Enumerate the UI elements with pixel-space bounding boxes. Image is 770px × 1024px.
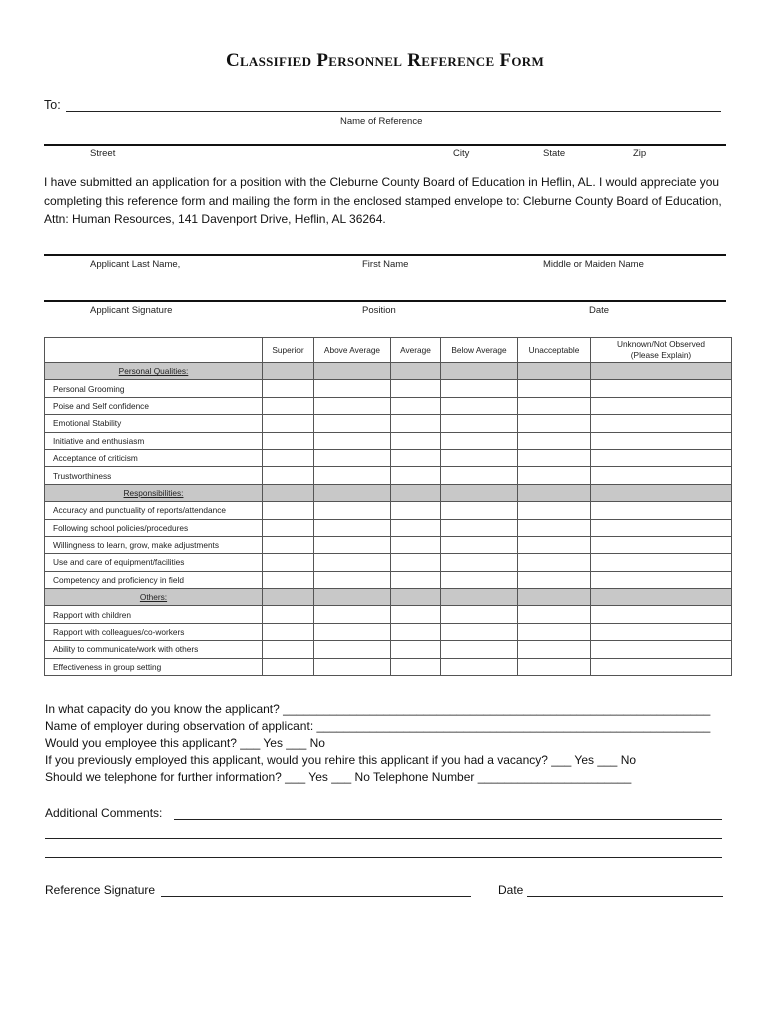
- section-cell: [263, 589, 314, 606]
- column-header-superior: Superior: [263, 338, 314, 363]
- rating-row: [45, 380, 732, 397]
- rating-row: [45, 571, 732, 588]
- rating-item-label: Personal Grooming: [45, 380, 263, 397]
- rating-item-label: Accuracy and punctuality of reports/attendance: [45, 502, 263, 519]
- rating-cell[interactable]: [441, 397, 518, 414]
- rating-cell[interactable]: [391, 415, 441, 432]
- rating-header-row: [45, 338, 732, 363]
- rating-cell[interactable]: [591, 519, 732, 536]
- section-cell: [518, 589, 591, 606]
- rating-row: [45, 606, 732, 623]
- question-telephone: Should we telephone for further information? ___ Yes ___ No Telephone Number _______________________: [45, 770, 632, 784]
- rating-row: [45, 641, 732, 658]
- rating-cell[interactable]: [591, 623, 732, 640]
- additional-comments-label: Additional Comments:: [45, 806, 163, 820]
- rating-cell[interactable]: [391, 519, 441, 536]
- to-field[interactable]: [66, 111, 721, 112]
- rating-cell[interactable]: [263, 502, 314, 519]
- section-cell: [391, 484, 441, 501]
- section-cell: [591, 589, 732, 606]
- section-row: [45, 589, 732, 606]
- section-cell: [441, 589, 518, 606]
- rating-item-label: Following school policies/procedures: [45, 519, 263, 536]
- rating-cell[interactable]: [518, 641, 591, 658]
- rating-row: [45, 449, 732, 466]
- rating-item-label: Emotional Stability: [45, 415, 263, 432]
- page-title: Classified Personnel Reference Form: [225, 50, 545, 71]
- column-header-below-average: Below Average: [441, 338, 518, 363]
- rating-cell[interactable]: [591, 432, 732, 449]
- column-header-unknown: [591, 338, 732, 363]
- rating-row: [45, 467, 732, 484]
- rating-cell[interactable]: [441, 432, 518, 449]
- rating-cell[interactable]: [263, 606, 314, 623]
- address-field[interactable]: [44, 144, 726, 146]
- rating-cell[interactable]: [518, 606, 591, 623]
- rating-row: [45, 536, 732, 553]
- reference-signature-field[interactable]: [161, 896, 471, 897]
- question-capacity: In what capacity do you know the applicant? ________________________________________________________________: [45, 702, 711, 716]
- section-cell: [441, 363, 518, 380]
- rating-cell[interactable]: [391, 536, 441, 553]
- rating-cell[interactable]: [591, 415, 732, 432]
- rating-row: [45, 502, 732, 519]
- position-label: Position: [362, 305, 396, 316]
- applicant-signature-field[interactable]: [44, 300, 726, 302]
- rating-item-label: Willingness to learn, grow, make adjustments: [45, 536, 263, 553]
- rating-item-label: Ability to communicate/work with others: [45, 641, 263, 658]
- section-cell: [441, 484, 518, 501]
- rating-row: [45, 519, 732, 536]
- rating-item-label: Poise and Self confidence: [45, 397, 263, 414]
- rating-item-label: Rapport with colleagues/co-workers: [45, 623, 263, 640]
- rating-cell[interactable]: [391, 432, 441, 449]
- rating-cell[interactable]: [391, 571, 441, 588]
- rating-header-blank: [45, 338, 263, 363]
- rating-cell[interactable]: [591, 658, 732, 675]
- rating-cell[interactable]: [314, 571, 391, 588]
- rating-cell[interactable]: [263, 432, 314, 449]
- column-header-unacceptable: Unacceptable: [518, 338, 591, 363]
- rating-row: [45, 623, 732, 640]
- middle-name-label: Middle or Maiden Name: [543, 259, 644, 270]
- rating-cell[interactable]: [591, 641, 732, 658]
- rating-cell[interactable]: [441, 571, 518, 588]
- rating-cell[interactable]: [518, 502, 591, 519]
- rating-cell[interactable]: [441, 623, 518, 640]
- rating-cell[interactable]: [314, 449, 391, 466]
- rating-cell[interactable]: [591, 502, 732, 519]
- section-title: Others:: [45, 589, 263, 606]
- rating-cell[interactable]: [263, 641, 314, 658]
- rating-cell[interactable]: [314, 519, 391, 536]
- section-cell: [591, 484, 732, 501]
- section-title: Personal Qualities:: [45, 363, 263, 380]
- rating-cell[interactable]: [263, 536, 314, 553]
- section-cell: [391, 589, 441, 606]
- section-cell: [314, 589, 391, 606]
- rating-item-label: Competency and proficiency in field: [45, 571, 263, 588]
- rating-cell[interactable]: [391, 606, 441, 623]
- rating-cell[interactable]: [391, 467, 441, 484]
- rating-cell[interactable]: [591, 380, 732, 397]
- comments-line-2[interactable]: [45, 838, 722, 839]
- rating-cell[interactable]: [518, 519, 591, 536]
- rating-cell[interactable]: [391, 502, 441, 519]
- rating-cell[interactable]: [518, 397, 591, 414]
- state-label: State: [543, 148, 566, 159]
- rating-table: [44, 337, 732, 676]
- rating-row: [45, 658, 732, 675]
- rating-cell[interactable]: [314, 397, 391, 414]
- rating-cell[interactable]: [518, 623, 591, 640]
- section-title: Responsibilities:: [45, 484, 263, 501]
- rating-cell[interactable]: [518, 554, 591, 571]
- question-employ: Would you employee this applicant? ___ Yes ___ No: [45, 736, 325, 750]
- rating-cell[interactable]: [441, 606, 518, 623]
- rating-cell[interactable]: [591, 449, 732, 466]
- rating-item-label: Acceptance of criticism: [45, 449, 263, 466]
- rating-cell[interactable]: [591, 467, 732, 484]
- section-row: [45, 484, 732, 501]
- rating-cell[interactable]: [391, 449, 441, 466]
- rating-cell[interactable]: [314, 623, 391, 640]
- section-cell: [591, 363, 732, 380]
- rating-cell[interactable]: [263, 449, 314, 466]
- column-header-average: Average: [391, 338, 441, 363]
- rating-cell[interactable]: [591, 554, 732, 571]
- column-header-unknown-line1: Unknown/Not Observed: [616, 339, 706, 349]
- rating-cell[interactable]: [441, 415, 518, 432]
- rating-item-label: Rapport with children: [45, 606, 263, 623]
- section-cell: [314, 363, 391, 380]
- rating-row: [45, 397, 732, 414]
- rating-cell[interactable]: [314, 606, 391, 623]
- rating-cell[interactable]: [441, 641, 518, 658]
- applicant-name-field[interactable]: [44, 254, 726, 256]
- rating-item-label: Use and care of equipment/facilities: [45, 554, 263, 571]
- rating-cell[interactable]: [314, 380, 391, 397]
- rating-cell[interactable]: [263, 571, 314, 588]
- rating-cell[interactable]: [518, 415, 591, 432]
- rating-cell[interactable]: [591, 606, 732, 623]
- rating-cell[interactable]: [263, 658, 314, 675]
- rating-cell[interactable]: [518, 380, 591, 397]
- section-cell: [263, 484, 314, 501]
- section-cell: [518, 363, 591, 380]
- rating-cell[interactable]: [263, 623, 314, 640]
- rating-cell[interactable]: [441, 467, 518, 484]
- section-row: [45, 363, 732, 380]
- comments-line-1[interactable]: [174, 819, 722, 820]
- rating-cell[interactable]: [314, 432, 391, 449]
- rating-cell[interactable]: [263, 467, 314, 484]
- rating-item-label: Trustworthiness: [45, 467, 263, 484]
- rating-cell[interactable]: [591, 536, 732, 553]
- rating-row: [45, 415, 732, 432]
- rating-cell[interactable]: [314, 536, 391, 553]
- rating-cell[interactable]: [441, 519, 518, 536]
- rating-cell[interactable]: [391, 380, 441, 397]
- section-cell: [263, 363, 314, 380]
- rating-cell[interactable]: [518, 536, 591, 553]
- rating-cell[interactable]: [263, 397, 314, 414]
- reference-signature-label: Reference Signature: [45, 883, 156, 897]
- rating-cell[interactable]: [591, 571, 732, 588]
- rating-cell[interactable]: [263, 519, 314, 536]
- rating-cell[interactable]: [263, 415, 314, 432]
- rating-cell[interactable]: [314, 554, 391, 571]
- comments-line-3[interactable]: [45, 857, 722, 858]
- rating-cell[interactable]: [441, 502, 518, 519]
- to-label: To:: [44, 98, 61, 112]
- rating-cell[interactable]: [314, 502, 391, 519]
- question-rehire: If you previously employed this applicant, would you rehire this applicant if you had a vacancy? ___ Yes ___ No: [45, 753, 637, 767]
- rating-cell[interactable]: [263, 554, 314, 571]
- date-label-applicant: Date: [589, 305, 610, 316]
- rating-cell[interactable]: [263, 380, 314, 397]
- question-employer: Name of employer during observation of applicant: ___________________________________________________________: [45, 719, 711, 733]
- city-label: City: [453, 148, 470, 159]
- rating-cell[interactable]: [441, 449, 518, 466]
- street-label: Street: [90, 148, 116, 159]
- reference-date-label: Date: [498, 883, 524, 897]
- name-of-reference-label: Name of Reference: [340, 116, 423, 127]
- column-header-above-average: Above Average: [314, 338, 391, 363]
- rating-cell[interactable]: [518, 432, 591, 449]
- rating-item-label: Initiative and enthusiasm: [45, 432, 263, 449]
- first-name-label: First Name: [362, 259, 409, 270]
- rating-cell[interactable]: [591, 397, 732, 414]
- zip-label: Zip: [633, 148, 647, 159]
- rating-row: [45, 432, 732, 449]
- rating-item-label: Effectiveness in group setting: [45, 658, 263, 675]
- rating-cell[interactable]: [391, 658, 441, 675]
- intro-paragraph: I have submitted an application for a position with the Cleburne County Board of Education in Heflin, AL. I would appreciate you completing this reference form and mailing the form in the enclosed stamped envelope to: Cleburne County Board of Education, Attn: Human Resources, 141 Davenport Drive, Heflin, AL 36264.: [44, 175, 722, 226]
- last-name-label: Applicant Last Name,: [90, 259, 181, 270]
- rating-row: [45, 554, 732, 571]
- rating-cell[interactable]: [314, 658, 391, 675]
- section-cell: [314, 484, 391, 501]
- rating-cell[interactable]: [391, 397, 441, 414]
- section-cell: [391, 363, 441, 380]
- rating-cell[interactable]: [391, 554, 441, 571]
- rating-cell[interactable]: [518, 467, 591, 484]
- rating-cell[interactable]: [518, 449, 591, 466]
- rating-cell[interactable]: [441, 554, 518, 571]
- applicant-signature-label: Applicant Signature: [90, 305, 173, 316]
- rating-cell[interactable]: [314, 467, 391, 484]
- rating-cell[interactable]: [391, 641, 441, 658]
- section-cell: [518, 484, 591, 501]
- rating-cell[interactable]: [314, 641, 391, 658]
- reference-date-field[interactable]: [527, 896, 723, 897]
- rating-cell[interactable]: [518, 658, 591, 675]
- column-header-unknown-line2: (Please Explain): [630, 350, 692, 360]
- rating-cell[interactable]: [391, 623, 441, 640]
- rating-cell[interactable]: [441, 536, 518, 553]
- rating-cell[interactable]: [441, 658, 518, 675]
- rating-cell[interactable]: [441, 380, 518, 397]
- rating-cell[interactable]: [314, 415, 391, 432]
- rating-cell[interactable]: [518, 571, 591, 588]
